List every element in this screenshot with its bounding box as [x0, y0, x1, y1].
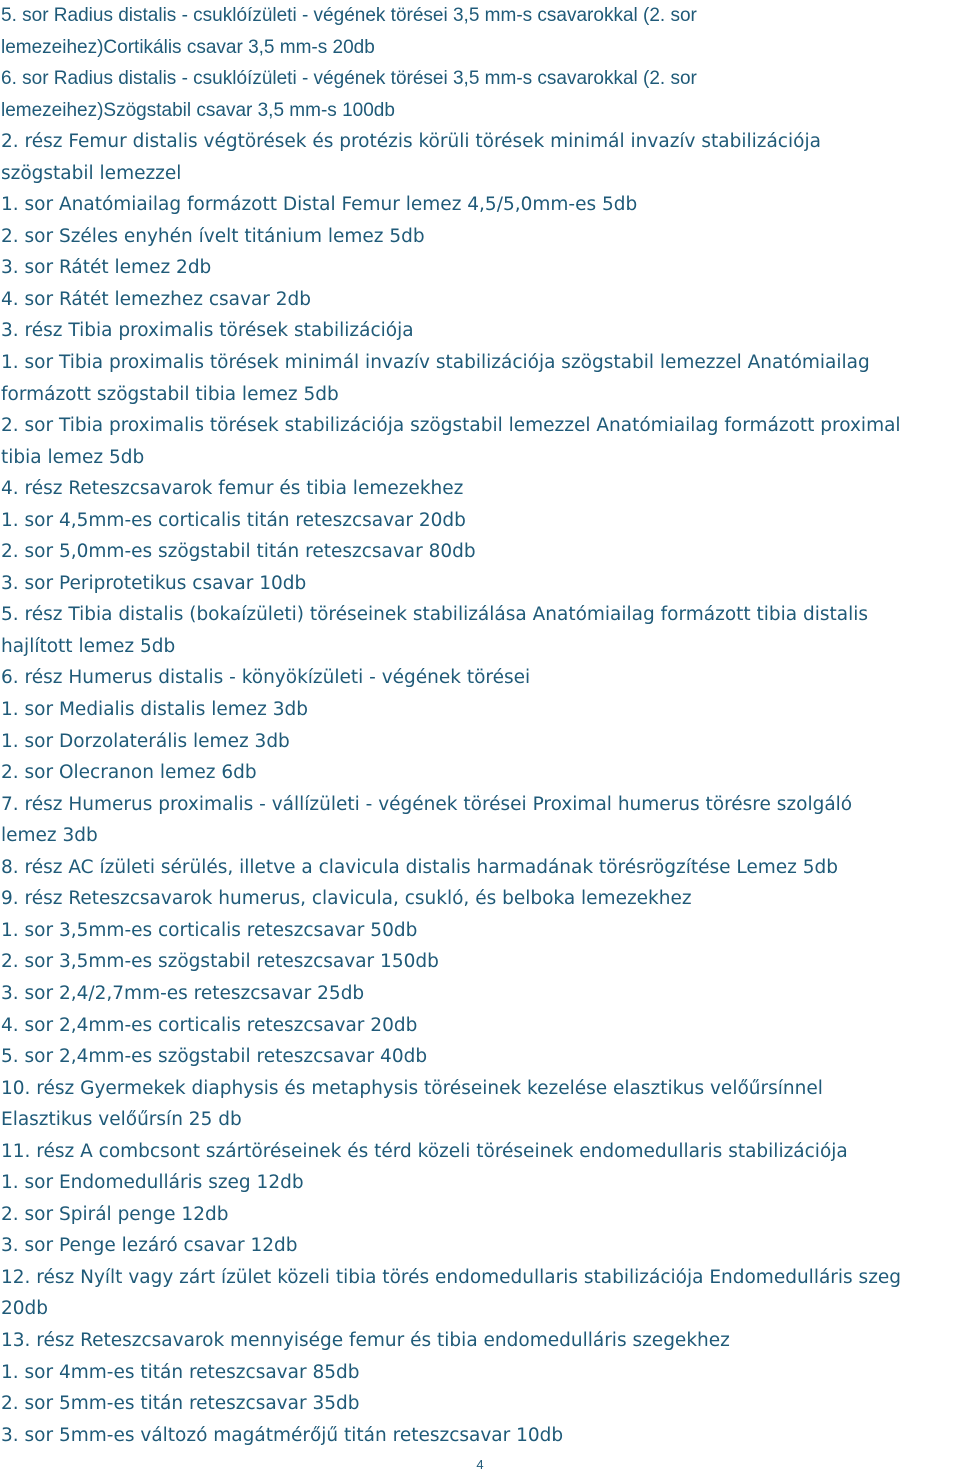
text-line: 9. rész Reteszcsavarok humerus, clavicula, csukló, és belboka lemezekhez — [1, 888, 692, 910]
text-line: szögstabil lemezzel — [1, 162, 182, 184]
text-line: lemezeihez)Cortikális csavar 3,5 mm-s 20db — [1, 36, 375, 58]
text-line: 13. rész Reteszcsavarok mennyisége femur és tibia endomedulláris szegekhez — [1, 1329, 730, 1351]
text-line: formázott szögstabil tibia lemez 5db — [1, 383, 339, 405]
text-line: 1. sor Medialis distalis lemez 3db — [1, 699, 309, 721]
text-line: 1. sor Dorzolaterális lemez 3db — [1, 730, 290, 752]
document-text-body — [1, 0, 959, 1451]
text-line: 2. sor 5,0mm-es szögstabil titán reteszcsavar 80db — [1, 541, 476, 563]
text-line: 4. sor Rátét lemezhez csavar 2db — [1, 288, 312, 310]
text-line: 1. sor 3,5mm-es corticalis reteszcsavar 50db — [1, 919, 418, 941]
text-line: 4. sor 2,4mm-es corticalis reteszcsavar 20db — [1, 1014, 418, 1036]
text-line: 1. sor Anatómiailag formázott Distal Femur lemez 4,5/5,0mm-es 5db — [1, 194, 638, 216]
text-line: 20db — [1, 1298, 49, 1320]
text-line: 1. sor 4mm-es titán reteszcsavar 85db — [1, 1361, 360, 1383]
text-line: 2. sor Tibia proximalis törések stabilizációja szögstabil lemezzel Anatómiailag formázott proximal — [1, 415, 901, 437]
text-line: 2. sor 3,5mm-es szögstabil reteszcsavar 150db — [1, 951, 439, 973]
text-line: 3. sor 2,4/2,7mm-es reteszcsavar 25db — [1, 982, 365, 1004]
document-page — [1, 0, 959, 1451]
text-line: 11. rész A combcsont szártöréseinek és térd közeli töréseinek endomedullaris stabilizációja — [1, 1140, 848, 1162]
text-line: tibia lemez 5db — [1, 446, 145, 468]
text-line: 7. rész Humerus proximalis - vállízületi - végének törései Proximal humerus törésre szolgáló — [1, 793, 853, 815]
text-line: 3. rész Tibia proximalis törések stabilizációja — [1, 320, 414, 342]
text-line: 5. sor Radius distalis - csuklóízületi - végének törései 3,5 mm-s csavarokkal (2. sor — [1, 5, 697, 26]
text-line: 3. sor Periprotetikus csavar 10db — [1, 572, 307, 594]
text-line: hajlított lemez 5db — [1, 635, 176, 657]
text-line: 12. rész Nyílt vagy zárt ízület közeli tibia törés endomedullaris stabilizációja Endomedulláris szeg — [1, 1266, 902, 1288]
text-line: 2. sor Spirál penge 12db — [1, 1203, 229, 1225]
text-line: lemez 3db — [1, 825, 98, 847]
text-line: Elasztikus velőűrsín 25 db — [1, 1109, 242, 1131]
text-line: 3. sor Penge lezáró csavar 12db — [1, 1235, 298, 1257]
text-line: 8. rész AC ízületi sérülés, illetve a clavicula distalis harmadának törésrögzítése Lemez 5db — [1, 856, 838, 878]
text-line: 10. rész Gyermekek diaphysis és metaphysis töréseinek kezelése elasztikus velőűrsínnel — [1, 1077, 823, 1099]
text-line: 2. sor Széles enyhén ívelt titánium lemez 5db — [1, 225, 425, 247]
page-number: 4 — [476, 1457, 484, 1472]
text-line: 2. sor 5mm-es titán reteszcsavar 35db — [1, 1393, 360, 1415]
text-line: 3. sor Rátét lemez 2db — [1, 257, 212, 279]
text-line: 6. rész Humerus distalis - könyökízületi - végének törései — [1, 667, 531, 689]
text-line: 3. sor 5mm-es változó magátmérőjű titán reteszcsavar 10db — [1, 1424, 564, 1446]
text-line: 2. rész Femur distalis végtörések és protézis körüli törések minimál invazív stabilizációja — [1, 131, 821, 153]
text-line: 5. rész Tibia distalis (bokaízületi) töréseinek stabilizálása Anatómiailag formázott tibia distalis — [1, 604, 869, 626]
text-line: lemezeihez)Szögstabil csavar 3,5 mm-s 100db — [1, 99, 395, 121]
text-line: 4. rész Reteszcsavarok femur és tibia lemezekhez — [1, 478, 464, 500]
text-line: 5. sor 2,4mm-es szögstabil reteszcsavar 40db — [1, 1046, 428, 1068]
text-line: 1. sor Endomedulláris szeg 12db — [1, 1172, 304, 1194]
text-line: 1. sor Tibia proximalis törések minimál invazív stabilizációja szögstabil lemezzel Anatómiailag — [1, 352, 870, 374]
text-line: 2. sor Olecranon lemez 6db — [1, 762, 257, 784]
text-line: 6. sor Radius distalis - csuklóízületi - végének törései 3,5 mm-s csavarokkal (2. sor — [1, 68, 697, 90]
text-line: 1. sor 4,5mm-es corticalis titán reteszcsavar 20db — [1, 509, 466, 531]
